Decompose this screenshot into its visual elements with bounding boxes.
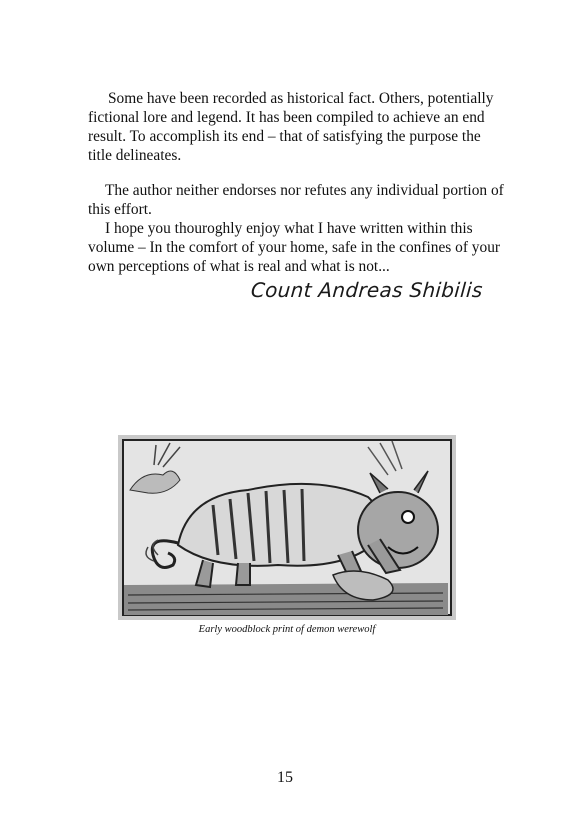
figure-caption: Early woodblock print of demon werewolf: [198, 624, 376, 635]
paragraph-intro: Some have been recorded as historical fact. Others, potentially fictional lore and legend. It has been compiled to achieve an end result. To accomplish its end – that of satisfying the purpose the title delineates.: [88, 90, 494, 164]
author-signature: Count Andreas Shibilis: [250, 278, 484, 302]
page-number: 15: [277, 769, 293, 786]
paragraph-closing: I hope you thouroghly enjoy what I have written within this volume – In the comfort of your home, safe in the confines of your own perceptions of what is real and what is not...: [88, 220, 501, 275]
woodblock-illustration: [118, 435, 456, 620]
paragraph-disclaimer: The author neither endorses nor refutes any individual portion of this effort.: [88, 182, 504, 218]
